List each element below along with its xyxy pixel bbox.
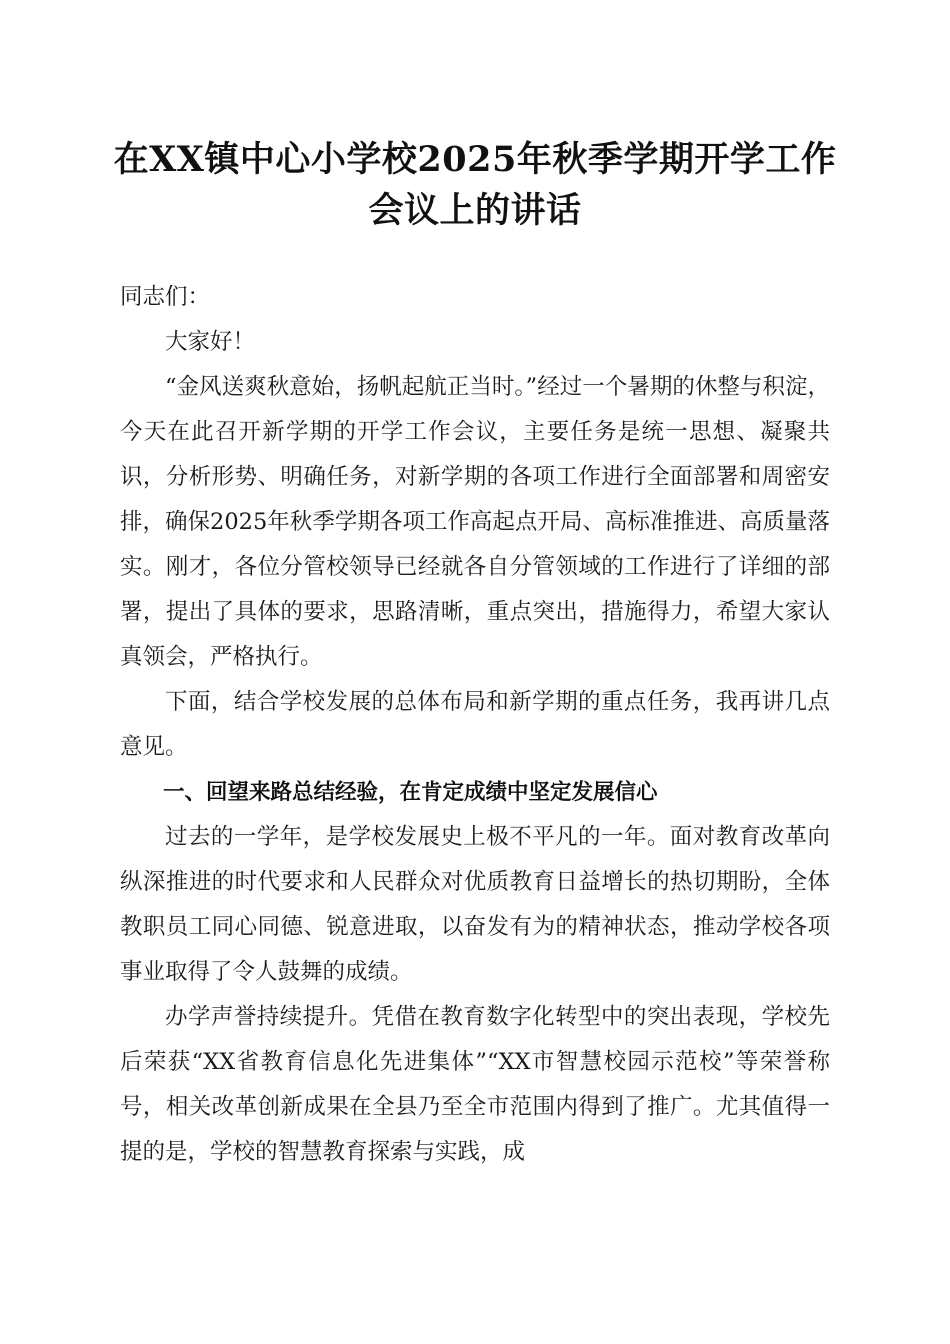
body-paragraph: 过去的一学年，是学校发展史上极不平凡的一年。面对教育改革向纵深推进的时代要求和人民群众对优质教育日益增长的热切期盼，全体教职员工同心同德、锐意进取，以奋发有为的精神状态，推动学校各项事业取得了令人鼓舞的成绩。 xyxy=(120,824,830,985)
greeting: 大家好！ xyxy=(165,329,256,355)
section-heading: 一、回望来路总结经验，在肯定成绩中坚定发展信心 xyxy=(163,780,658,805)
document-title: 在XX镇中心小学校2025年秋季学期开学工作会议上的讲话 xyxy=(113,139,837,231)
document-body xyxy=(120,275,830,1175)
salutation: 同志们： xyxy=(120,284,211,310)
body-paragraph: “金风送爽秋意始，扬帆起航正当时。”经过一个暑期的休整与积淀，今天在此召开新学期的开学工作会议，主要任务是统一思想、凝聚共识，分析形势、明确任务，对新学期的各项工作进行全面部署和周密安排，确保2025年秋季学期各项工作高起点开局、高标准推进、高质量落实。刚才，各位分管校领导已经就各自分管领域的工作进行了详细的部署，提出了具体的要求，思路清晰，重点突出，措施得力，希望大家认真领会，严格执行。 xyxy=(120,374,830,670)
body-paragraph: 办学声誉持续提升。凭借在教育数字化转型中的突出表现，学校先后荣获“XX省教育信息化先进集体”“XX市智慧校园示范校”等荣誉称号，相关改革创新成果在全县乃至全市范围内得到了推广。尤其值得一提的是，学校的智慧教育探索与实践，成 xyxy=(120,1004,830,1165)
body-paragraph: 下面，结合学校发展的总体布局和新学期的重点任务，我再讲几点意见。 xyxy=(120,689,830,760)
